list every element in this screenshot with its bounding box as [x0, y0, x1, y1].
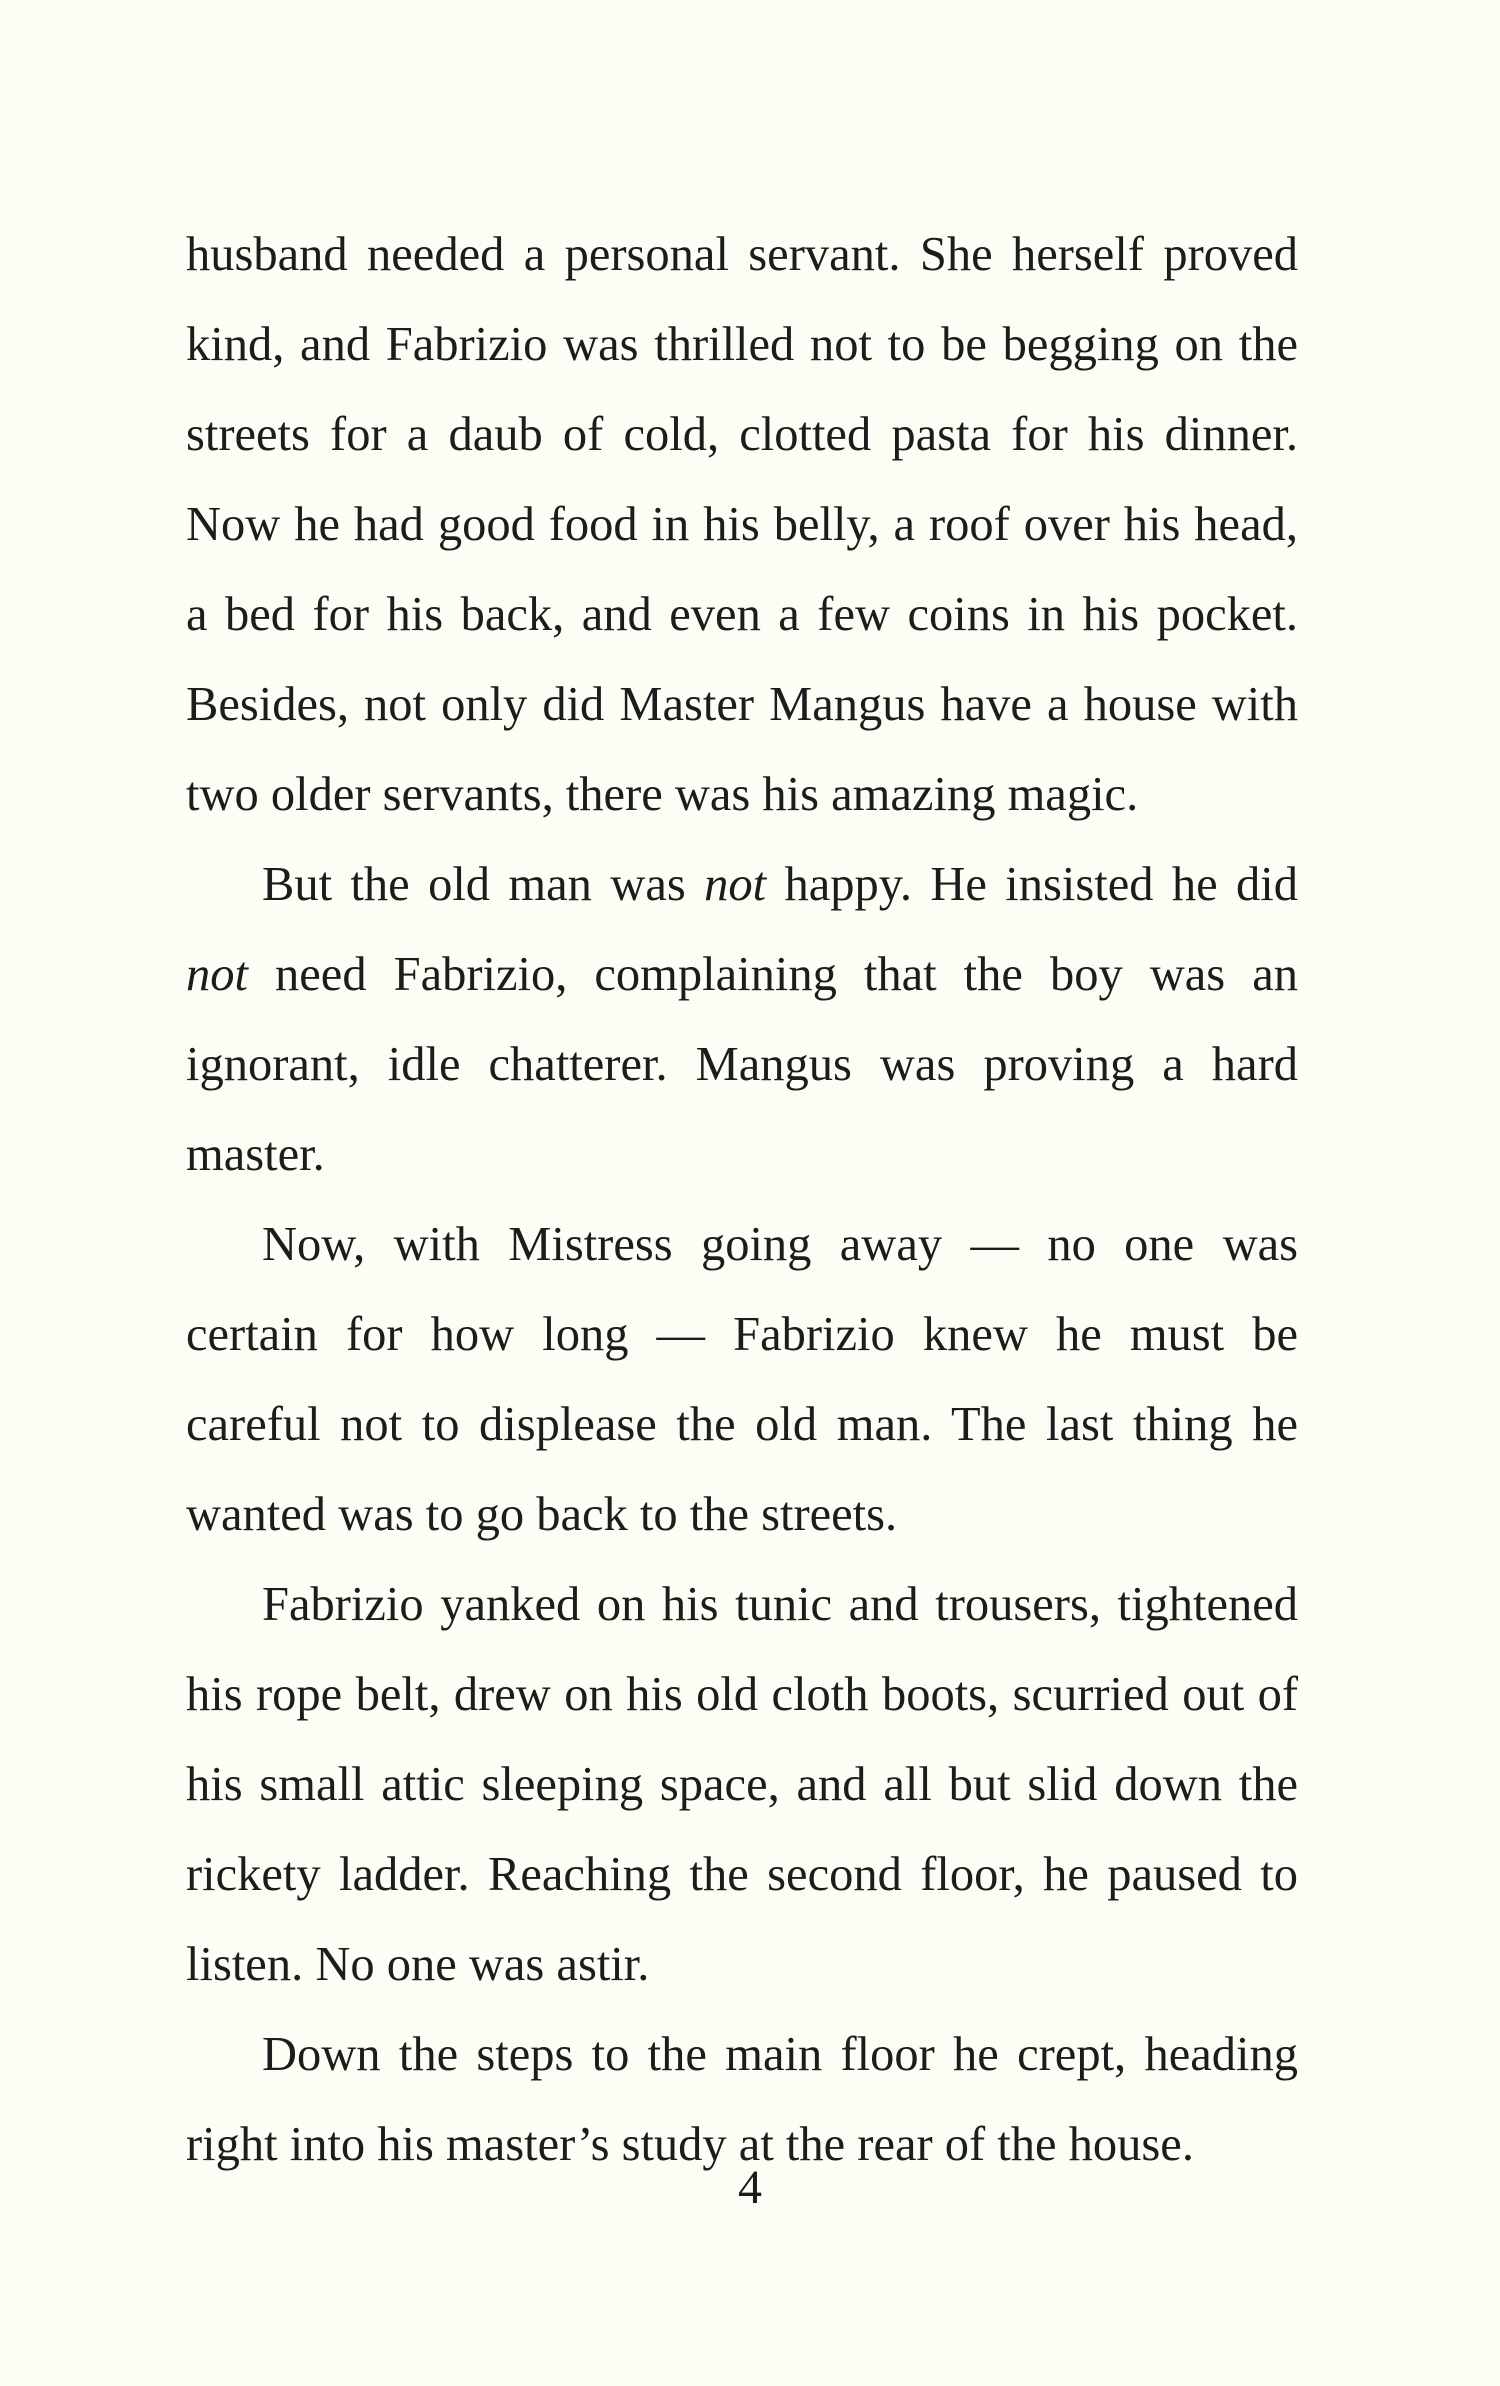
emphasis-text: not [186, 948, 248, 1001]
page-number: 4 [738, 2161, 762, 2214]
text-segment: need Fabrizio, complaining that the boy was an ignorant, idle chatterer. Mangus was proving a hard master. [186, 948, 1298, 1181]
text-segment: But the old man was [262, 858, 705, 911]
text-segment: husband needed a personal servant. She herself proved kind, and Fabrizio was thrilled not to be begging on the streets for a daub of cold, clotted pasta for his dinner. Now he had good food in his belly, a roof over his head, a bed for his back, and even a few coins in his pocket. Besides, not only did Master Mangus have a house with two older servants, there was his amazing magic. [186, 228, 1298, 821]
paragraph-2 [186, 840, 1298, 1200]
paragraph-3 [186, 1200, 1298, 1560]
text-segment: Now, with Mistress going away — no one was certain for how long — Fabrizio knew he must be careful not to displease the old man. The last thing he wanted was to go back to the streets. [186, 1218, 1298, 1541]
text-segment: Fabrizio yanked on his tunic and trousers, tightened his rope belt, drew on his old cloth boots, scurried out of his small attic sleeping space, and all but slid down the rickety ladder. Reaching the second floor, he paused to listen. No one was astir. [186, 1578, 1298, 1991]
body-text [186, 210, 1298, 2190]
text-segment: Down the steps to the main floor he crept, heading right into his master’s study at the rear of the house. [186, 2028, 1298, 2171]
paragraph-1 [186, 210, 1298, 840]
paragraph-4 [186, 1560, 1298, 2010]
text-segment: happy. He insisted he did [766, 858, 1298, 911]
emphasis-text: not [704, 858, 767, 911]
